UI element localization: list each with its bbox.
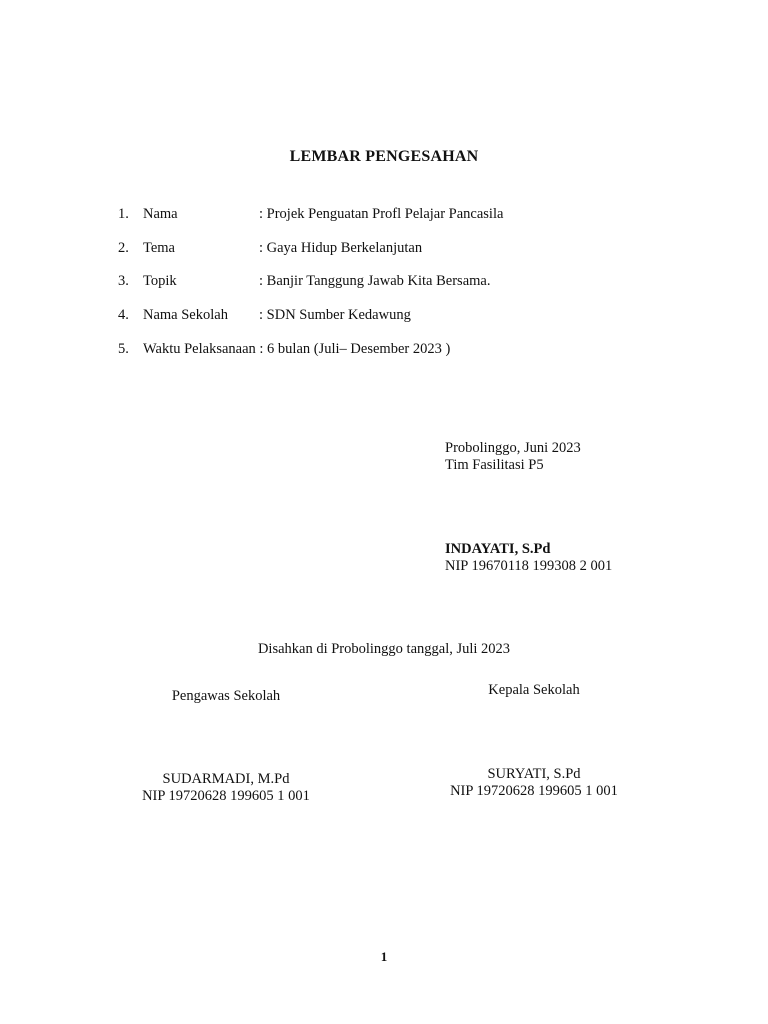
principal-signature xyxy=(414,766,654,800)
item-label: Nama xyxy=(143,206,178,222)
page-number: 1 xyxy=(380,949,388,964)
facilitator-name: INDAYATI, S.Pd xyxy=(445,541,551,557)
item-label: Tema xyxy=(143,240,175,256)
item-value: : Gaya Hidup Berkelanjutan xyxy=(259,240,423,256)
supervisor-role: Pengawas Sekolah xyxy=(171,688,281,704)
supervisor-signature xyxy=(106,771,346,805)
item-value: : Projek Penguatan Profl Pelajar Pancasila xyxy=(259,206,504,222)
item-number: 5. xyxy=(118,341,129,357)
supervisor-name: SUDARMADI, M.Pd xyxy=(162,771,290,787)
team-name: Tim Fasilitasi P5 xyxy=(445,457,544,473)
item-number: 2. xyxy=(118,240,129,256)
ratification-line: Disahkan di Probolinggo tanggal, Juli 2023 xyxy=(257,641,511,657)
facilitator-header xyxy=(445,440,581,474)
item-value: : SDN Sumber Kedawung xyxy=(259,307,411,323)
principal-name: SURYATI, S.Pd xyxy=(487,766,581,782)
item-label: Nama Sekolah xyxy=(143,307,228,323)
document-title: LEMBAR PENGESAHAN xyxy=(289,148,479,165)
item-number: 1. xyxy=(118,206,129,222)
place-date: Probolinggo, Juni 2023 xyxy=(445,440,581,456)
item-number: 3. xyxy=(118,273,129,289)
facilitator-nip: NIP 19670118 199308 2 001 xyxy=(445,558,613,574)
item-number: 4. xyxy=(118,307,129,323)
supervisor-nip: NIP 19720628 199605 1 001 xyxy=(142,788,310,804)
item-text: Waktu Pelaksanaan : 6 bulan (Juli– Desember 2023 ) xyxy=(143,341,451,357)
facilitator-signature xyxy=(445,541,612,575)
principal-nip: NIP 19720628 199605 1 001 xyxy=(450,783,618,799)
principal-role: Kepala Sekolah xyxy=(488,682,580,698)
item-label: Topik xyxy=(143,273,177,289)
item-value: : Banjir Tanggung Jawab Kita Bersama. xyxy=(259,273,491,289)
